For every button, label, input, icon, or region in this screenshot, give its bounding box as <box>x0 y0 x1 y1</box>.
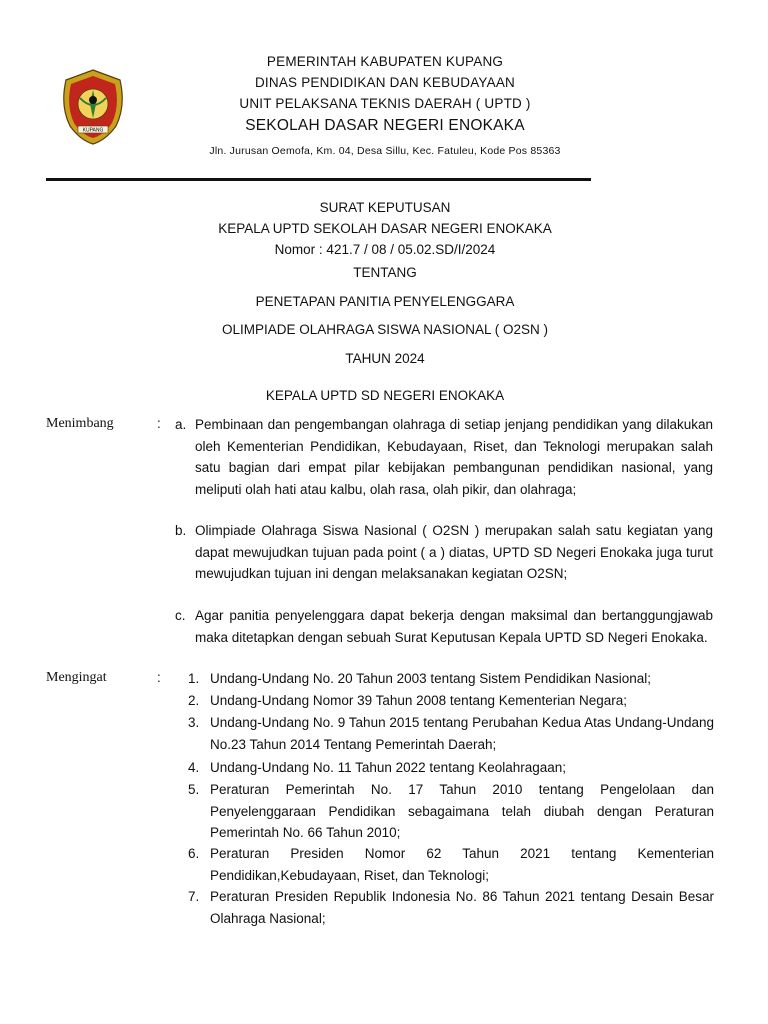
document-type: SURAT KEPUTUSAN <box>319 200 451 215</box>
mengingat-label: Mengingat <box>46 670 107 685</box>
subject-line-2: OLIMPIADE OLAHRAGA SISWA NASIONAL ( O2SN ) <box>221 322 549 337</box>
mengingat-colon: : <box>157 670 161 685</box>
mengingat-item-5: Peraturan Pemerintah No. 17 Tahun 2010 tentang Pengelolaan dan Penyelenggaraan Pendidikan sebagaimana telah diubah dengan Peraturan Pemerintah No. 66 Tahun 2010; <box>210 782 714 840</box>
menimbang-marker-c: c. <box>175 608 186 623</box>
menimbang-label: Menimbang <box>46 416 114 431</box>
menimbang-marker-a: a. <box>175 417 187 432</box>
mengingat-item-1: Undang-Undang No. 20 Tahun 2003 tentang Sistem Pendidikan Nasional; <box>210 671 652 686</box>
mengingat-marker-2: 2. <box>188 693 200 708</box>
mengingat-marker-6: 6. <box>188 846 200 861</box>
mengingat-item-6: Peraturan Presiden Nomor 62 Tahun 2021 tentang Kementerian Pendidikan,Kebudayaan, Riset, dan Teknologi; <box>210 846 714 883</box>
mengingat-item-4: Undang-Undang No. 11 Tahun 2022 tentang Keolahragaan; <box>210 760 567 775</box>
about-heading: TENTANG <box>353 265 417 280</box>
decree-year: TAHUN 2024 <box>345 351 425 366</box>
menimbang-item-a: Pembinaan dan pengembangan olahraga di setiap jenjang pendidikan yang dilakukan oleh Kementerian Pendidikan, Kebudayaan, Riset, dan Teknologi merupakan salah satu bagian dari empat pilar kebijakan pembangunan pendidikan nasional, yang meliputi olah hati atau kalbu, olah rasa, olah pikir, dan olahraga; <box>195 417 713 497</box>
mengingat-marker-3: 3. <box>188 715 200 730</box>
mengingat-item-2: Undang-Undang Nomor 39 Tahun 2008 tentang Kementerian Negara; <box>210 693 628 708</box>
subject-line-1: PENETAPAN PANITIA PENYELENGGARA <box>255 294 515 309</box>
unit-name: UNIT PELAKSANA TEKNIS DAERAH ( UPTD ) <box>239 96 531 111</box>
document-number: Nomor : 421.7 / 08 / 05.02.SD/I/2024 <box>274 242 496 257</box>
school-address: Jln. Jurusan Oemofa, Km. 04, Desa Sillu, Kec. Fatuleu, Kode Pos 85363 <box>209 145 561 157</box>
signatory-title: KEPALA UPTD SD NEGERI ENOKAKA <box>265 388 505 403</box>
menimbang-colon: : <box>157 416 161 431</box>
kupang-emblem <box>58 68 128 146</box>
document-issuer: KEPALA UPTD SEKOLAH DASAR NEGERI ENOKAKA <box>218 221 552 236</box>
mengingat-marker-4: 4. <box>188 760 200 775</box>
menimbang-item-b: Olimpiade Olahraga Siswa Nasional ( O2SN ) merupakan salah satu kegiatan yang dapat mewujudkan tujuan pada point ( a ) diatas, UPTD SD Negeri Enokaka juga turut mewujudkan tujuan ini dengan melaksanakan kegiatan O2SN; <box>195 523 713 581</box>
svg-text:KUPANG: KUPANG <box>82 127 104 134</box>
menimbang-item-c: Agar panitia penyelenggara dapat bekerja dengan maksimal dan bertanggungjawab maka ditetapkan dengan sebuah Surat Keputusan Kepala UPTD SD Negeri Enokaka. <box>195 608 713 645</box>
mengingat-marker-5: 5. <box>188 782 200 797</box>
school-name: SEKOLAH DASAR NEGERI ENOKAKA <box>245 117 525 134</box>
government-name: PEMERINTAH KABUPATEN KUPANG <box>266 54 504 69</box>
letterhead-divider <box>46 178 591 181</box>
menimbang-marker-b: b. <box>175 523 187 538</box>
mengingat-item-3: Undang-Undang No. 9 Tahun 2015 tentang Perubahan Kedua Atas Undang-Undang No.23 Tahun 2014 Tentang Pemerintah Daerah; <box>210 715 714 752</box>
mengingat-marker-1: 1. <box>188 671 200 686</box>
department-name: DINAS PENDIDIKAN DAN KEBUDAYAAN <box>254 75 515 90</box>
mengingat-marker-7: 7. <box>188 889 200 904</box>
mengingat-item-7: Peraturan Presiden Republik Indonesia No. 86 Tahun 2021 tentang Desain Besar Olahraga Nasional; <box>210 889 714 926</box>
